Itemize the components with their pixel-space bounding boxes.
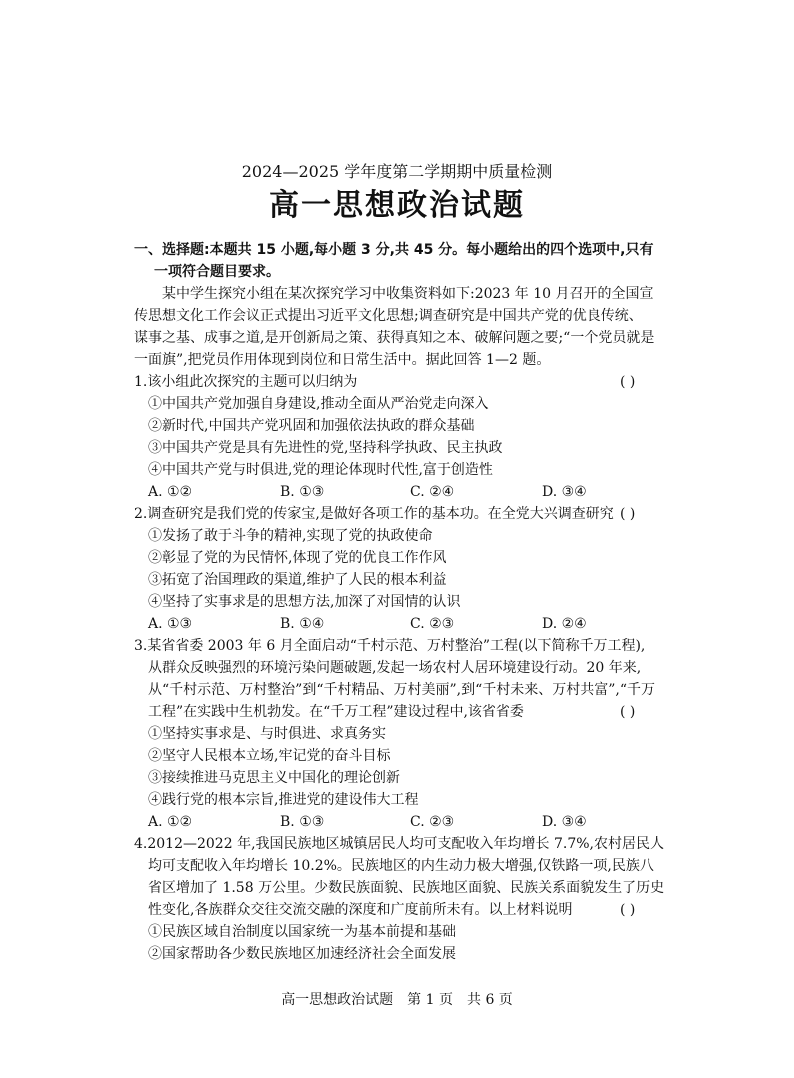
question-3-choice-a: A. ①②: [148, 814, 193, 830]
material-line: 传思想文化工作会议正式提出习近平文化思想;调查研究是中国共产党的优良传统、: [134, 308, 643, 324]
question-1-choice-a: A. ①②: [148, 484, 193, 500]
question-3-choice-d: D. ③④: [542, 814, 587, 830]
question-3-stem: 3.某省省委 2003 年 6 月全面启动“千村示范、万村整治”工程(以下简称千万工程),: [134, 638, 646, 654]
question-1-statement-1: ①中国共产党加强自身建设,推动全面从严治党走向深入: [148, 396, 489, 412]
question-2-statement-4: ④坚持了实事求是的思想方法,加深了对国情的认识: [148, 594, 461, 610]
question-3-choice-c: C. ②③: [410, 814, 455, 830]
exam-title: 高一思想政治试题: [269, 188, 525, 223]
answer-blank: ( ): [620, 902, 636, 918]
question-2-choice-b: B. ①④: [280, 616, 325, 632]
question-4-stem: 均可支配收入年均增长 10.2%。民族地区的内生动力极大增强,仅铁路一项,民族八: [148, 858, 654, 874]
question-1-statement-2: ②新时代,中国共产党巩固和加强依法执政的群众基础: [148, 418, 475, 434]
question-4-stem: 4.2012—2022 年,我国民族地区城镇居民人均可支配收入年均增长 7.7%,农村居民人: [134, 836, 664, 852]
question-4-statement-1: ①民族区域自治制度以国家统一为基本前提和基础: [148, 924, 456, 940]
answer-blank: ( ): [620, 506, 636, 522]
question-1-statement-3: ③中国共产党是具有先进性的党,坚持科学执政、民主执政: [148, 440, 503, 456]
material-line: 某中学生探究小组在某次探究学习中收集资料如下:2023 年 10 月召开的全国宣: [162, 286, 654, 302]
question-1-choice-b: B. ①③: [280, 484, 325, 500]
question-2-choice-a: A. ①③: [148, 616, 193, 632]
section-heading: 一、选择题:本题共 15 小题,每小题 3 分,共 45 分。每小题给出的四个选项中,只有: [134, 242, 654, 258]
question-3-statement-4: ④践行党的根本宗旨,推进党的建设伟大工程: [148, 792, 419, 808]
section-heading-cont: 一项符合题目要求。: [154, 264, 280, 280]
question-1-statement-4: ④中国共产党与时俱进,党的理论体现时代性,富于创造性: [148, 462, 493, 478]
question-3-statement-2: ②坚守人民根本立场,牢记党的奋斗目标: [148, 748, 391, 764]
material-line: 谋事之基、成事之道,是开创新局之策、获得真知之本、破解问题之要;“一个党员就是: [134, 330, 655, 346]
question-3-stem: 从“千村示范、万村整治”到“千村精品、万村美丽”,到“千村未来、万村共富”,“千万: [148, 682, 655, 698]
question-2-statement-1: ①发扬了敢于斗争的精神,实现了党的执政使命: [148, 528, 433, 544]
question-3-choice-b: B. ①③: [280, 814, 325, 830]
answer-blank: ( ): [620, 374, 636, 390]
question-1-choice-c: C. ②④: [410, 484, 455, 500]
question-2-stem: 2.调查研究是我们党的传家宝,是做好各项工作的基本功。在全党大兴调查研究: [134, 506, 614, 522]
question-3-statement-3: ③接续推进马克思主义中国化的理论创新: [148, 770, 400, 786]
question-2-choice-c: C. ②③: [410, 616, 455, 632]
exam-subtitle: 2024—2025 学年度第二学期期中质量检测: [241, 162, 553, 181]
question-2-statement-3: ③拓宽了治国理政的渠道,维护了人民的根本利益: [148, 572, 447, 588]
question-1-stem: 1.该小组此次探究的主题可以归纳为: [134, 374, 358, 390]
question-2-statement-2: ②彰显了党的为民情怀,体现了党的优良工作作风: [148, 550, 447, 566]
question-3-statement-1: ①坚持实事求是、与时俱进、求真务实: [148, 726, 386, 742]
question-4-stem: 性变化,各族群众交往交流交融的深度和广度前所未有。以上材料说明: [148, 902, 573, 918]
question-3-stem: 从群众反映强烈的环境污染问题破题,发起一场农村人居环境建设行动。20 年来,: [148, 660, 642, 676]
material-line: 一面旗”,把党员作用体现到岗位和日常生活中。据此回答 1—2 题。: [134, 352, 551, 368]
page-footer: 高一思想政治试题 第 1 页 共 6 页: [281, 992, 513, 1008]
answer-blank: ( ): [620, 704, 636, 720]
question-2-choice-d: D. ②④: [542, 616, 587, 632]
question-4-statement-2: ②国家帮助各少数民族地区加速经济社会全面发展: [148, 946, 456, 962]
question-4-stem: 省区增加了 1.58 万公里。少数民族面貌、民族地区面貌、民族关系面貌发生了历史: [148, 880, 665, 896]
question-1-choice-d: D. ③④: [542, 484, 587, 500]
question-3-stem: 工程”在实践中生机勃发。在“千万工程”建设过程中,该省省委: [148, 704, 524, 720]
